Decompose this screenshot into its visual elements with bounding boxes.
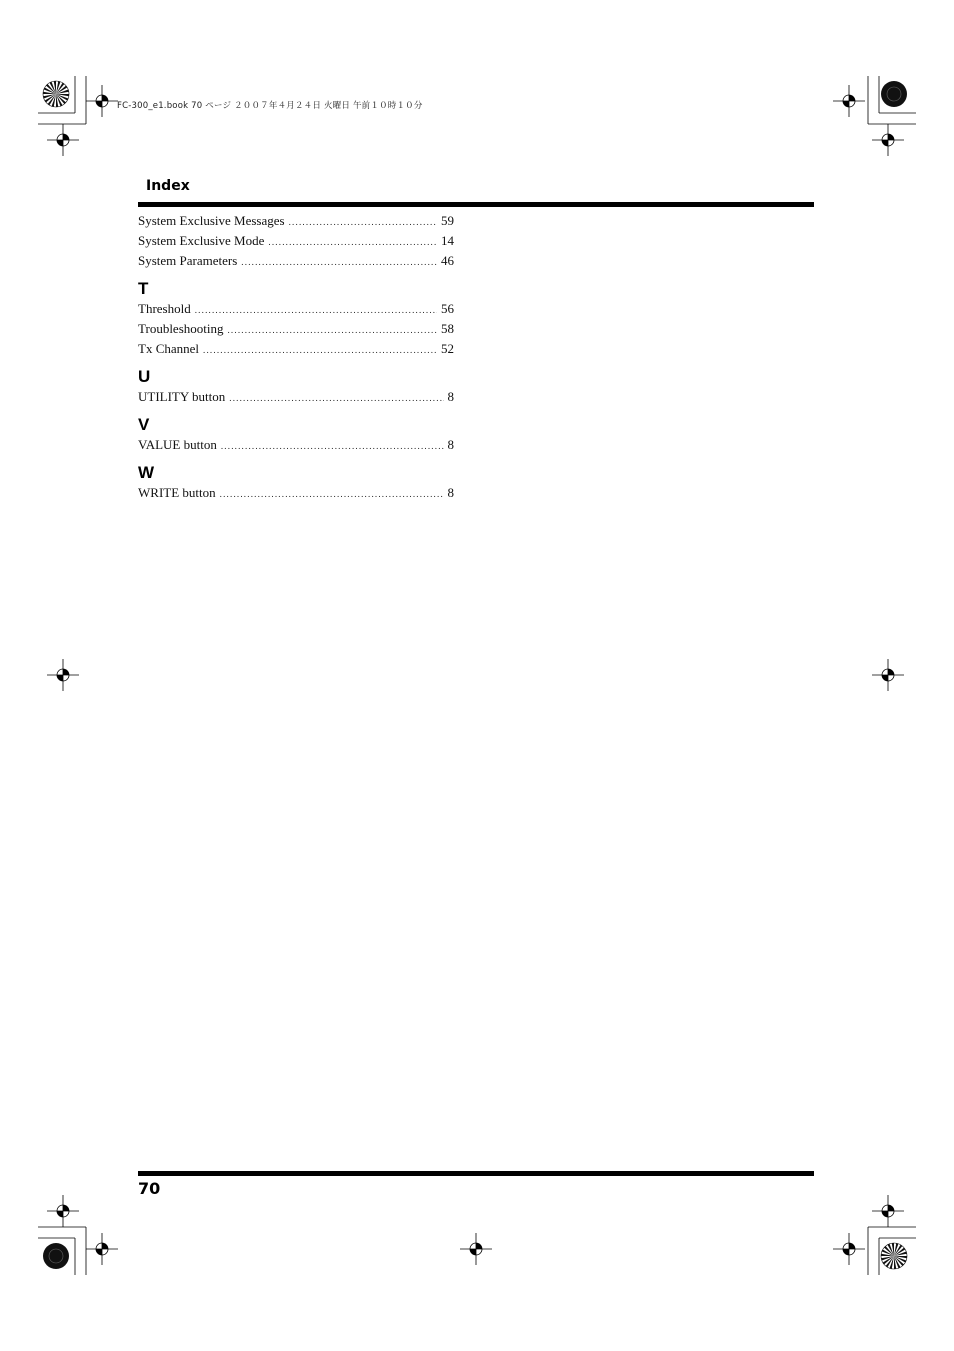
index-term: Threshold — [138, 301, 191, 316]
section-letter-w: W — [138, 463, 155, 482]
registration-target-icon — [872, 1195, 904, 1227]
index-term: System Parameters — [138, 253, 238, 268]
registration-target-icon — [47, 659, 79, 691]
index-page-ref: 8 — [447, 389, 454, 404]
page-number: 70 — [138, 1179, 161, 1198]
print-slug-line: FC-300_e1.book 70 ページ ２００７年４月２４日 火曜日 午前１０時１０分 — [117, 101, 423, 111]
index-page-ref: 8 — [447, 485, 454, 500]
index-term: WRITE button — [138, 485, 216, 500]
registration-target-icon — [833, 1233, 865, 1265]
registration-target-icon — [460, 1233, 492, 1265]
registration-target-icon — [47, 124, 79, 156]
index-page-ref: 14 — [441, 233, 454, 248]
index-term: VALUE button — [138, 437, 217, 452]
starburst-mark-icon — [42, 1242, 70, 1270]
index-term: Tx Channel — [138, 341, 200, 356]
starburst-mark-icon — [880, 80, 908, 108]
index-term: System Exclusive Messages — [138, 213, 285, 228]
index-term: Troubleshooting — [138, 321, 224, 336]
registration-target-icon — [86, 85, 118, 117]
index-term: UTILITY button — [138, 389, 226, 404]
section-letter-v: V — [138, 415, 150, 434]
registration-target-icon — [833, 85, 865, 117]
index-page-ref: 8 — [447, 437, 454, 452]
registration-target-icon — [872, 124, 904, 156]
registration-target-icon — [86, 1233, 118, 1265]
index-term: System Exclusive Mode — [138, 233, 265, 248]
index-page-ref: 52 — [441, 341, 454, 356]
index-page-ref: 46 — [441, 253, 454, 268]
index-page-ref: 59 — [441, 213, 454, 228]
index-page-ref: 56 — [441, 301, 454, 316]
section-letter-u: U — [138, 367, 151, 386]
index-page-ref: 58 — [441, 321, 454, 336]
starburst-mark-icon — [880, 1242, 908, 1270]
section-letter-t: T — [138, 279, 149, 298]
starburst-mark-icon — [42, 80, 70, 108]
page-title: Index — [146, 178, 190, 194]
registration-target-icon — [872, 659, 904, 691]
registration-target-icon — [47, 1195, 79, 1227]
